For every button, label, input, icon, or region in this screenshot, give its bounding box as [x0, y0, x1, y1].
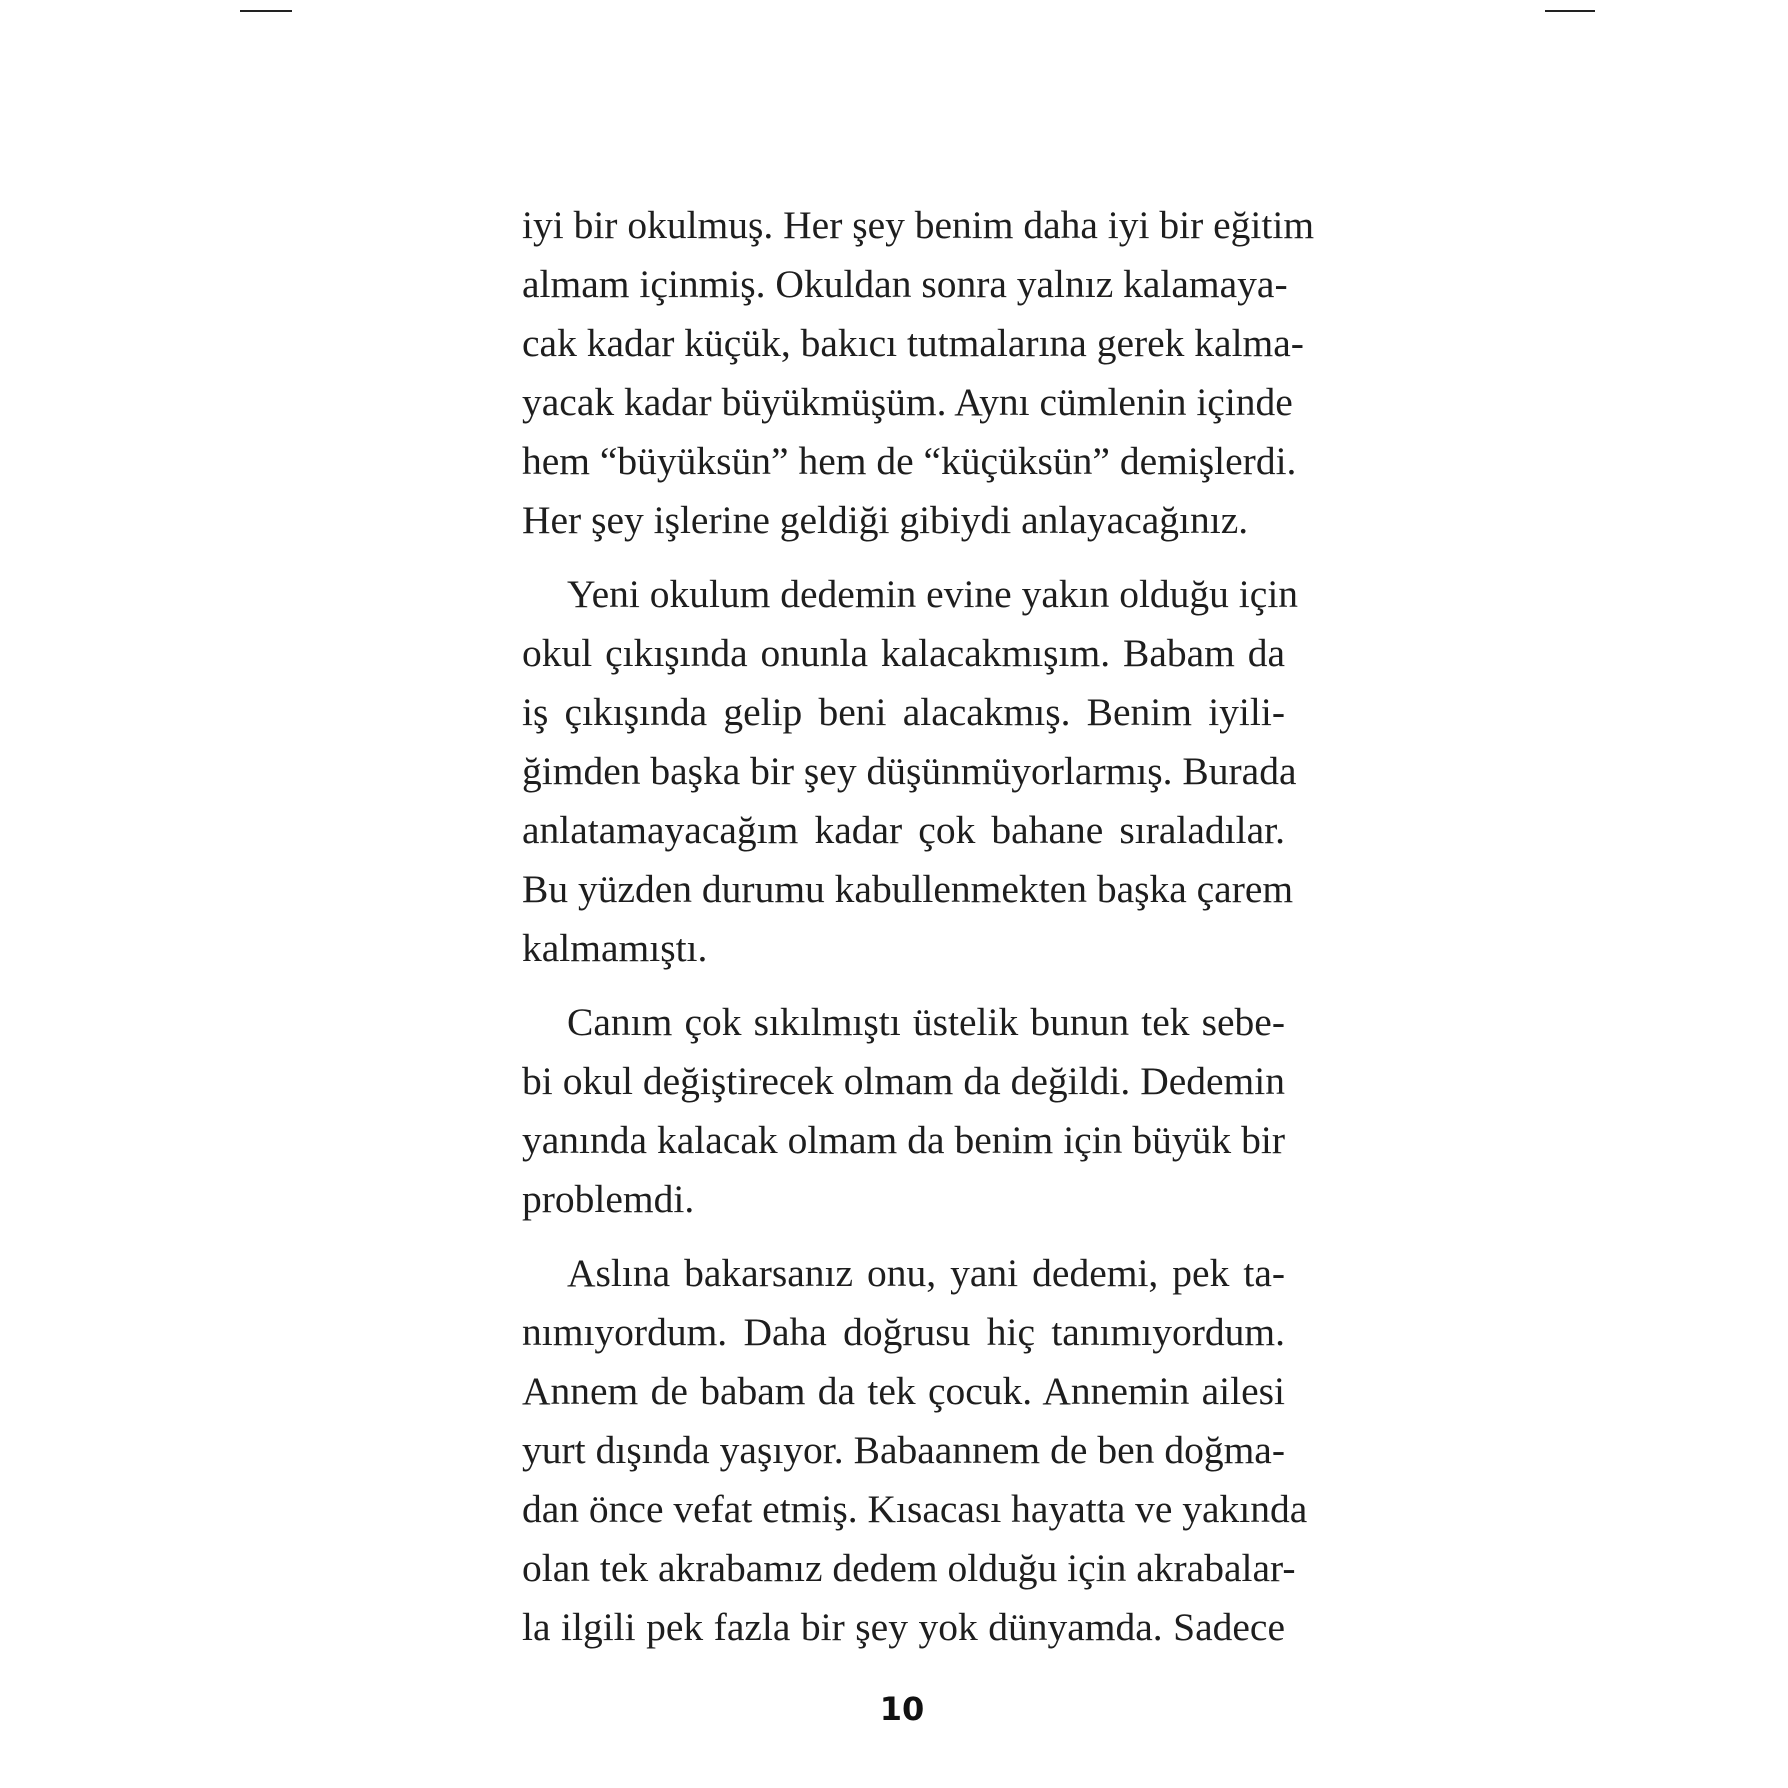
text-line: bi okul değiştirecek olmam da değildi. Dedemin — [522, 1059, 1285, 1103]
text-line: Annem de babam da tek çocuk. Annemin ailesi — [522, 1369, 1285, 1413]
text-line: anlatamayacağım kadar çok bahane sıraladılar. — [522, 808, 1285, 852]
text-line: almam içinmiş. Okuldan sonra yalnız kalamaya- — [522, 262, 1288, 306]
crop-mark-left — [240, 10, 292, 12]
text-line: yurt dışında yaşıyor. Babaannem de ben doğma- — [522, 1428, 1285, 1472]
text-line: Yeni okulum dedemin evine yakın olduğu için — [567, 572, 1299, 616]
text-line: yanında kalacak olmam da benim için büyük bir — [522, 1118, 1285, 1162]
text-line: Her şey işlerine geldiği gibiydi anlayacağınız. — [522, 498, 1249, 542]
paragraph — [522, 196, 1315, 550]
text-line: cak kadar küçük, bakıcı tutmalarına gerek kalma- — [522, 321, 1304, 365]
text-line: kalmamıştı. — [522, 926, 708, 970]
page-number: 10 — [879, 1690, 925, 1728]
paragraph — [522, 993, 1285, 1229]
text-line: la ilgili pek fazla bir şey yok dünyamda. Sadece — [522, 1605, 1285, 1649]
crop-mark-right — [1545, 10, 1595, 12]
text-line: yacak kadar büyükmüşüm. Aynı cümlenin içinde — [522, 380, 1293, 424]
text-line: okul çıkışında onunla kalacakmışım. Babam da — [522, 631, 1285, 675]
text-line: iyi bir okulmuş. Her şey benim daha iyi bir eğitim — [522, 203, 1315, 247]
text-line: nımıyordum. Daha doğrusu hiç tanımıyordum. — [522, 1310, 1285, 1354]
text-line: problemdi. — [522, 1177, 695, 1221]
text-line: Aslına bakarsanız onu, yani dedemi, pek ta- — [567, 1251, 1285, 1295]
text-line: ğimden başka bir şey düşünmüyorlarmış. Burada — [522, 749, 1297, 793]
text-line: iş çıkışında gelip beni alacakmış. Benim iyili- — [522, 690, 1285, 734]
text-line: hem “büyüksün” hem de “küçüksün” demişlerdi. — [522, 439, 1297, 483]
text-line: Bu yüzden durumu kabullenmekten başka çarem — [522, 867, 1294, 911]
text-line: dan önce vefat etmiş. Kısacası hayatta ve yakında — [522, 1487, 1308, 1531]
text-line: olan tek akrabamız dedem olduğu için akrabalar- — [522, 1546, 1296, 1590]
paragraph — [522, 565, 1299, 978]
text-line: Canım çok sıkılmıştı üstelik bunun tek sebe- — [567, 1000, 1285, 1044]
paragraph — [522, 1244, 1308, 1657]
body-text — [522, 196, 1315, 1657]
